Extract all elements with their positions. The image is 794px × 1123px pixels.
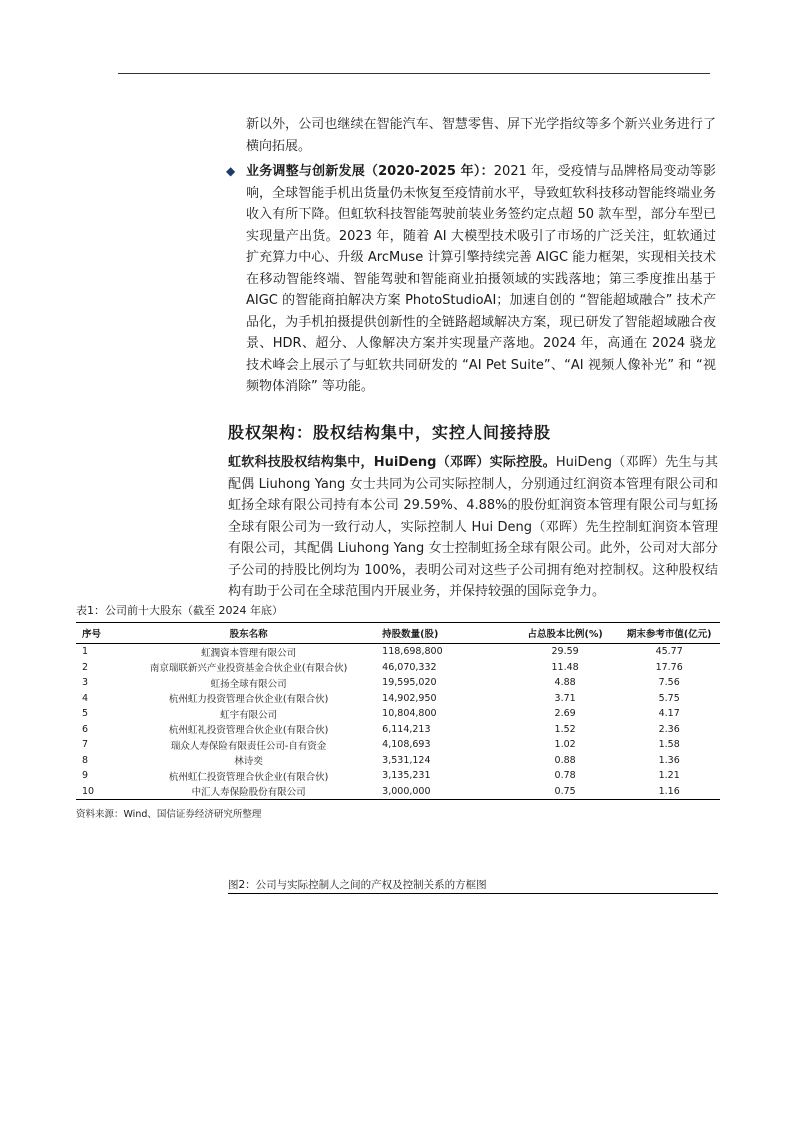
cell-name: 虹宇有限公司 — [220, 709, 278, 721]
table-row — [76, 722, 720, 738]
cell-name: 中汇人寿保险股份有限公司 — [191, 787, 306, 799]
table-source: 资料来源：Wind、国信证券经济研究所整理 — [76, 809, 262, 820]
header-name: 股东名称 — [229, 629, 268, 640]
cell-value: 4.17 — [658, 708, 680, 720]
cell-no: 7 — [82, 739, 89, 751]
cell-no: 4 — [82, 692, 89, 704]
table-header-row — [76, 623, 720, 644]
cell-no: 1 — [82, 646, 89, 658]
header-rule — [118, 73, 710, 74]
cell-shares: 4,108,693 — [382, 739, 431, 751]
figure-rule — [228, 893, 718, 894]
cell-value: 45.77 — [655, 646, 683, 658]
cell-ratio: 11.48 — [551, 661, 579, 673]
cell-name: 南京瑞联新兴产业投资基金合伙企业(有限合伙) — [149, 663, 348, 675]
cell-name: 杭州虹礼投资管理合伙企业(有限合伙) — [168, 725, 329, 737]
header-ratio: 占总股本比例(%) — [527, 629, 603, 640]
cell-value: 1.36 — [658, 754, 680, 766]
table-row — [76, 784, 720, 800]
cell-no: 10 — [82, 785, 95, 797]
bullet-text — [246, 161, 716, 398]
figure-title: 图2：公司与实际控制人之间的产权及控制关系的方框图 — [228, 879, 487, 891]
cell-ratio: 0.75 — [554, 785, 576, 797]
ownership-paragraph — [228, 452, 718, 603]
cell-shares: 3,135,231 — [382, 770, 431, 782]
cell-shares: 3,000,000 — [382, 785, 431, 797]
cell-shares: 46,070,332 — [382, 661, 437, 673]
cell-ratio: 1.52 — [554, 723, 576, 735]
cell-value: 1.58 — [658, 739, 680, 751]
table-row — [76, 691, 720, 707]
cell-name: 杭州虹仁投资管理合伙企业(有限合伙) — [168, 771, 329, 783]
cell-no: 9 — [82, 770, 89, 782]
ownership-body: HuiDeng（邓晖）先生与其配偶 Liuhong Yang 女士共同为公司实际控制人，分别通过红润资本管理有限公司和虹扬全球有限公司持有本公司 29.59%、4.88%的股份虹润资本管理有限公司与虹扬全球有限公司为一致行动人，实际控制人 Hui Deng（邓晖）先生控制虹润资本管理有限公司，其配偶 Liuhong Yang 女士控制虹扬全球有限公司。此外，公司对大部分子公司的持股比例均为 100%，表明公司对这些子公司拥有绝对控制权。这种股权结构有助于公司在全球范围内开展业务，并保持较强的国际竞争力。 — [228, 455, 718, 599]
cell-name: 瑞众人寿保险有限责任公司-自有资金 — [170, 740, 327, 752]
section-title: 股权架构：股权结构集中，实控人间接持股 — [228, 423, 552, 442]
cell-no: 2 — [82, 661, 89, 673]
header-value: 期末参考市值(亿元) — [626, 629, 712, 640]
continued-paragraph: 新以外，公司也继续在智能汽车、智慧零售、屏下光学指纹等多个新兴业务进行了横向拓展。 — [246, 117, 716, 154]
table-row — [76, 660, 720, 676]
cell-ratio: 29.59 — [551, 646, 579, 658]
ownership-lead: 虹软科技股权结构集中，HuiDeng（邓晖）实际控股。 — [228, 455, 556, 470]
bullet-heading: 业务调整与创新发展（2020-2025 年）： — [246, 164, 494, 179]
cell-no: 3 — [82, 677, 89, 689]
table-row — [76, 768, 720, 784]
cell-no: 6 — [82, 723, 89, 735]
cell-name: 虹扬全球有限公司 — [210, 678, 287, 690]
cell-shares: 118,698,800 — [382, 646, 443, 658]
bullet-body: 2021 年，受疫情与品牌格局变动等影响，全球智能手机出货量仍未恢复至疫情前水平，导致虹软科技移动智能终端业务收入有所下降。但虹软科技智能驾驶前装业务签约定点超 50 款车型，部分车型已实现量产出货。2023 年，随着 AI 大模型技术吸引了市场的广泛关注，虹软通过扩充算力中心、升级 ArcMuse 计算引擎持续完善 AIGC 能力框架，实现相关技术在移动智能终端、智能驾驶和智能商业拍摄领域的实践落地；第三季度推出基于 AIGC 的智能商拍解决方案 PhotoStudioAI；加速自创的 “智能超域融合” 技术产品化，为手机拍摄提供创新性的全链路超域解决方案，现已研发了智能超域融合夜景、HDR、超分、人像解决方案并实现量产落地。2024 年，高通在 2024 骁龙技术峰会上展示了与虹软共同研发的 “AI Pet Suite”、“AI 视频人像补光” 和 “视频物体消除” 等功能。 — [246, 164, 716, 394]
table-title: 表1：公司前十大股东（截至 2024 年底） — [76, 604, 283, 617]
table-row — [76, 753, 720, 769]
diamond-bullet-icon: ◆ — [226, 164, 236, 178]
cell-value: 5.75 — [658, 692, 680, 704]
cell-ratio: 3.71 — [554, 692, 576, 704]
cell-shares: 10,804,800 — [382, 708, 437, 720]
header-shares: 持股数量(股) — [382, 629, 439, 640]
cell-shares: 14,902,950 — [382, 692, 437, 704]
header-no: 序号 — [82, 629, 102, 640]
cell-ratio: 2.69 — [554, 708, 576, 720]
cell-name: 杭州虹力投资管理合伙企业(有限合伙) — [168, 694, 329, 706]
cell-ratio: 1.02 — [554, 739, 576, 751]
cell-shares: 6,114,213 — [382, 723, 431, 735]
table-row — [76, 644, 720, 660]
cell-value: 1.21 — [658, 770, 680, 782]
cell-ratio: 0.78 — [554, 770, 576, 782]
cell-shares: 19,595,020 — [382, 677, 437, 689]
cell-value: 7.56 — [658, 677, 680, 689]
cell-value: 17.76 — [655, 661, 683, 673]
cell-shares: 3,531,124 — [382, 754, 431, 766]
table-row — [76, 706, 720, 722]
cell-ratio: 0.88 — [554, 754, 576, 766]
cell-value: 1.16 — [658, 785, 680, 797]
cell-ratio: 4.88 — [554, 677, 576, 689]
cell-name: 虹潤資本管理有限公司 — [201, 647, 297, 659]
cell-value: 2.36 — [658, 723, 680, 735]
cell-no: 8 — [82, 754, 89, 766]
table-row — [76, 737, 720, 753]
table-row — [76, 675, 720, 691]
cell-no: 5 — [82, 708, 89, 720]
shareholders-table — [76, 622, 720, 800]
cell-name: 林诗奕 — [234, 756, 263, 768]
